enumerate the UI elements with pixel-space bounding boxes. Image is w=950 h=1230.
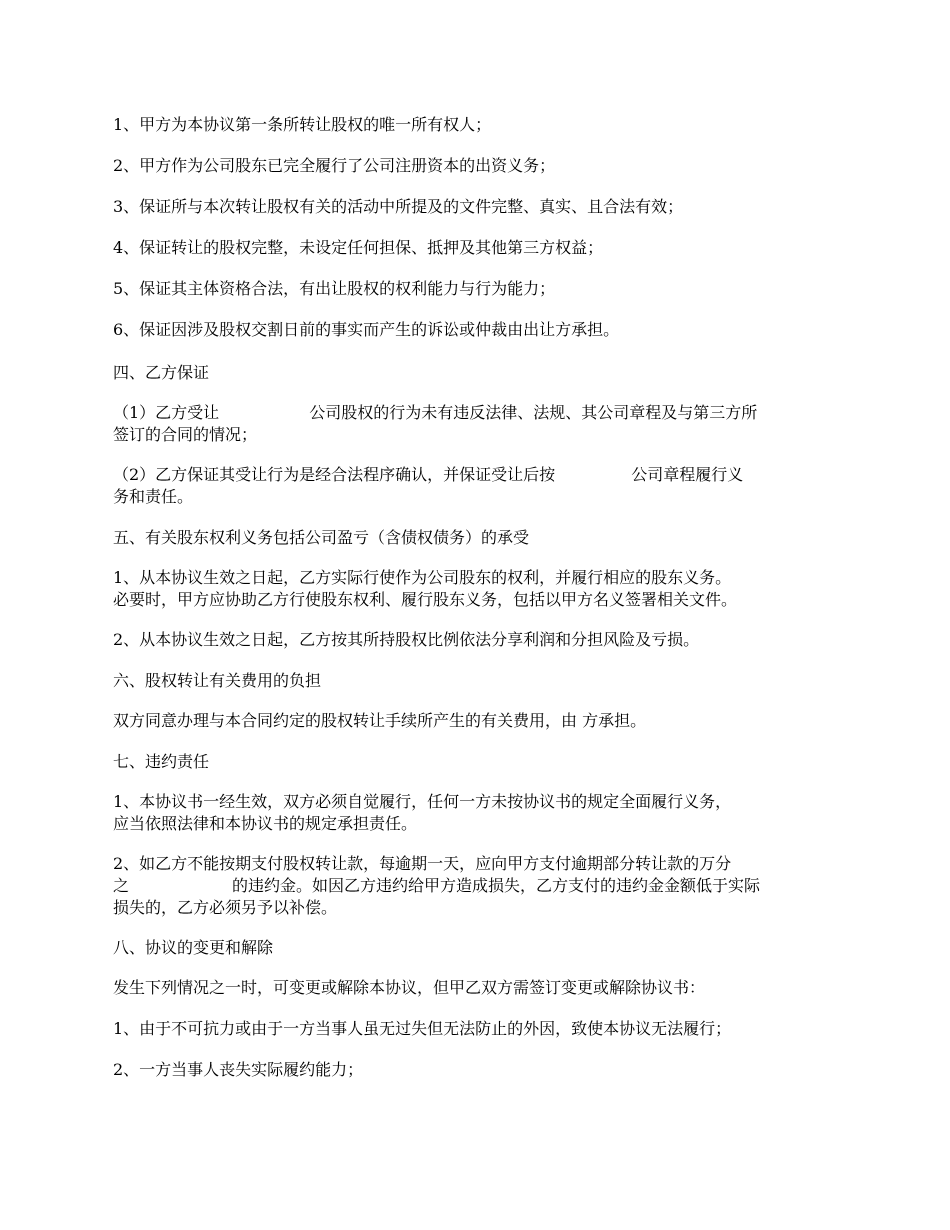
- change-condition-1: 1、由于不可抗力或由于一方当事人虽无过失但无法防止的外因，致使本协议无法履行；: [113, 1019, 732, 1038]
- guarantee-1-line-1: [113, 402, 843, 424]
- guarantee-2-text: 公司章程履行义: [631, 465, 744, 484]
- rights-1-line-2: 必要时，甲方应协助乙方行使股东权利、履行股东义务，包括以甲方名义签署相关文件。: [113, 590, 738, 609]
- clause-6: 6、保证因涉及股权交割日前的事实而产生的诉讼或仲裁由出让方承担。: [113, 320, 620, 339]
- clause-5: 5、保证其主体资格合法，有出让股权的权利能力与行为能力；: [113, 279, 556, 298]
- breach-2-line-3: 损失的，乙方必须另予以补偿。: [113, 898, 338, 917]
- rights-2: 2、从本协议生效之日起，乙方按其所持股权比例依法分享利润和分担风险及亏损。: [113, 630, 700, 649]
- change-condition-2: 2、一方当事人丧失实际履约能力；: [113, 1060, 364, 1079]
- breach-2-line-2: [113, 875, 843, 897]
- fees-clause: 双方同意办理与本合同约定的股权转让手续所产生的有关费用，由 方承担。: [113, 711, 647, 730]
- guarantee-2-line-2: 务和责任。: [113, 487, 194, 506]
- breach-1-line-2: 应当依照法律和本协议书的规定承担责任。: [113, 814, 418, 833]
- guarantee-2-prefix: （2）乙方保证其受让行为是经合法程序确认，并保证受让后按: [113, 465, 556, 484]
- section-heading-8: 八、协议的变更和解除: [113, 938, 274, 957]
- guarantee-1-line-2: 签订的合同的情况；: [113, 425, 258, 444]
- breach-2-line-1: 2、如乙方不能按期支付股权转让款，每逾期一天，应向甲方支付逾期部分转让款的万分: [113, 854, 732, 873]
- section-heading-4: 四、乙方保证: [113, 363, 210, 382]
- breach-2-text: 的违约金。如因乙方违约给甲方造成损失，乙方支付的违约金金额低于实际: [232, 876, 761, 895]
- section-heading-5: 五、有关股东权利义务包括公司盈亏（含债权债务）的承受: [113, 528, 530, 547]
- guarantee-2-line-1: [113, 464, 843, 486]
- guarantee-1-text: 公司股权的行为未有违反法律、法规、其公司章程及与第三方所: [309, 403, 758, 422]
- clause-4: 4、保证转让的股权完整，未设定任何担保、抵押及其他第三方权益；: [113, 238, 604, 257]
- clause-3: 3、保证所与本次转让股权有关的活动中所提及的文件完整、真实、且合法有效；: [113, 197, 684, 216]
- rights-1-line-1: 1、从本协议生效之日起，乙方实际行使作为公司股东的权利，并履行相应的股东义务。: [113, 568, 732, 587]
- breach-2-prefix: 之: [113, 876, 130, 895]
- section-heading-7: 七、违约责任: [113, 752, 210, 771]
- change-intro: 发生下列情况之一时，可变更或解除本协议，但甲乙双方需签订变更或解除协议书：: [113, 978, 706, 997]
- clause-1: 1、甲方为本协议第一条所转让股权的唯一所有权人；: [113, 115, 492, 134]
- breach-1-line-1: 1、本协议书一经生效，双方必须自觉履行，任何一方未按协议书的规定全面履行义务，: [113, 792, 732, 811]
- section-heading-6: 六、股权转让有关费用的负担: [113, 671, 322, 690]
- clause-2: 2、甲方作为公司股东已完全履行了公司注册资本的出资义务；: [113, 156, 556, 175]
- guarantee-1-prefix: （1）乙方受让: [113, 403, 220, 422]
